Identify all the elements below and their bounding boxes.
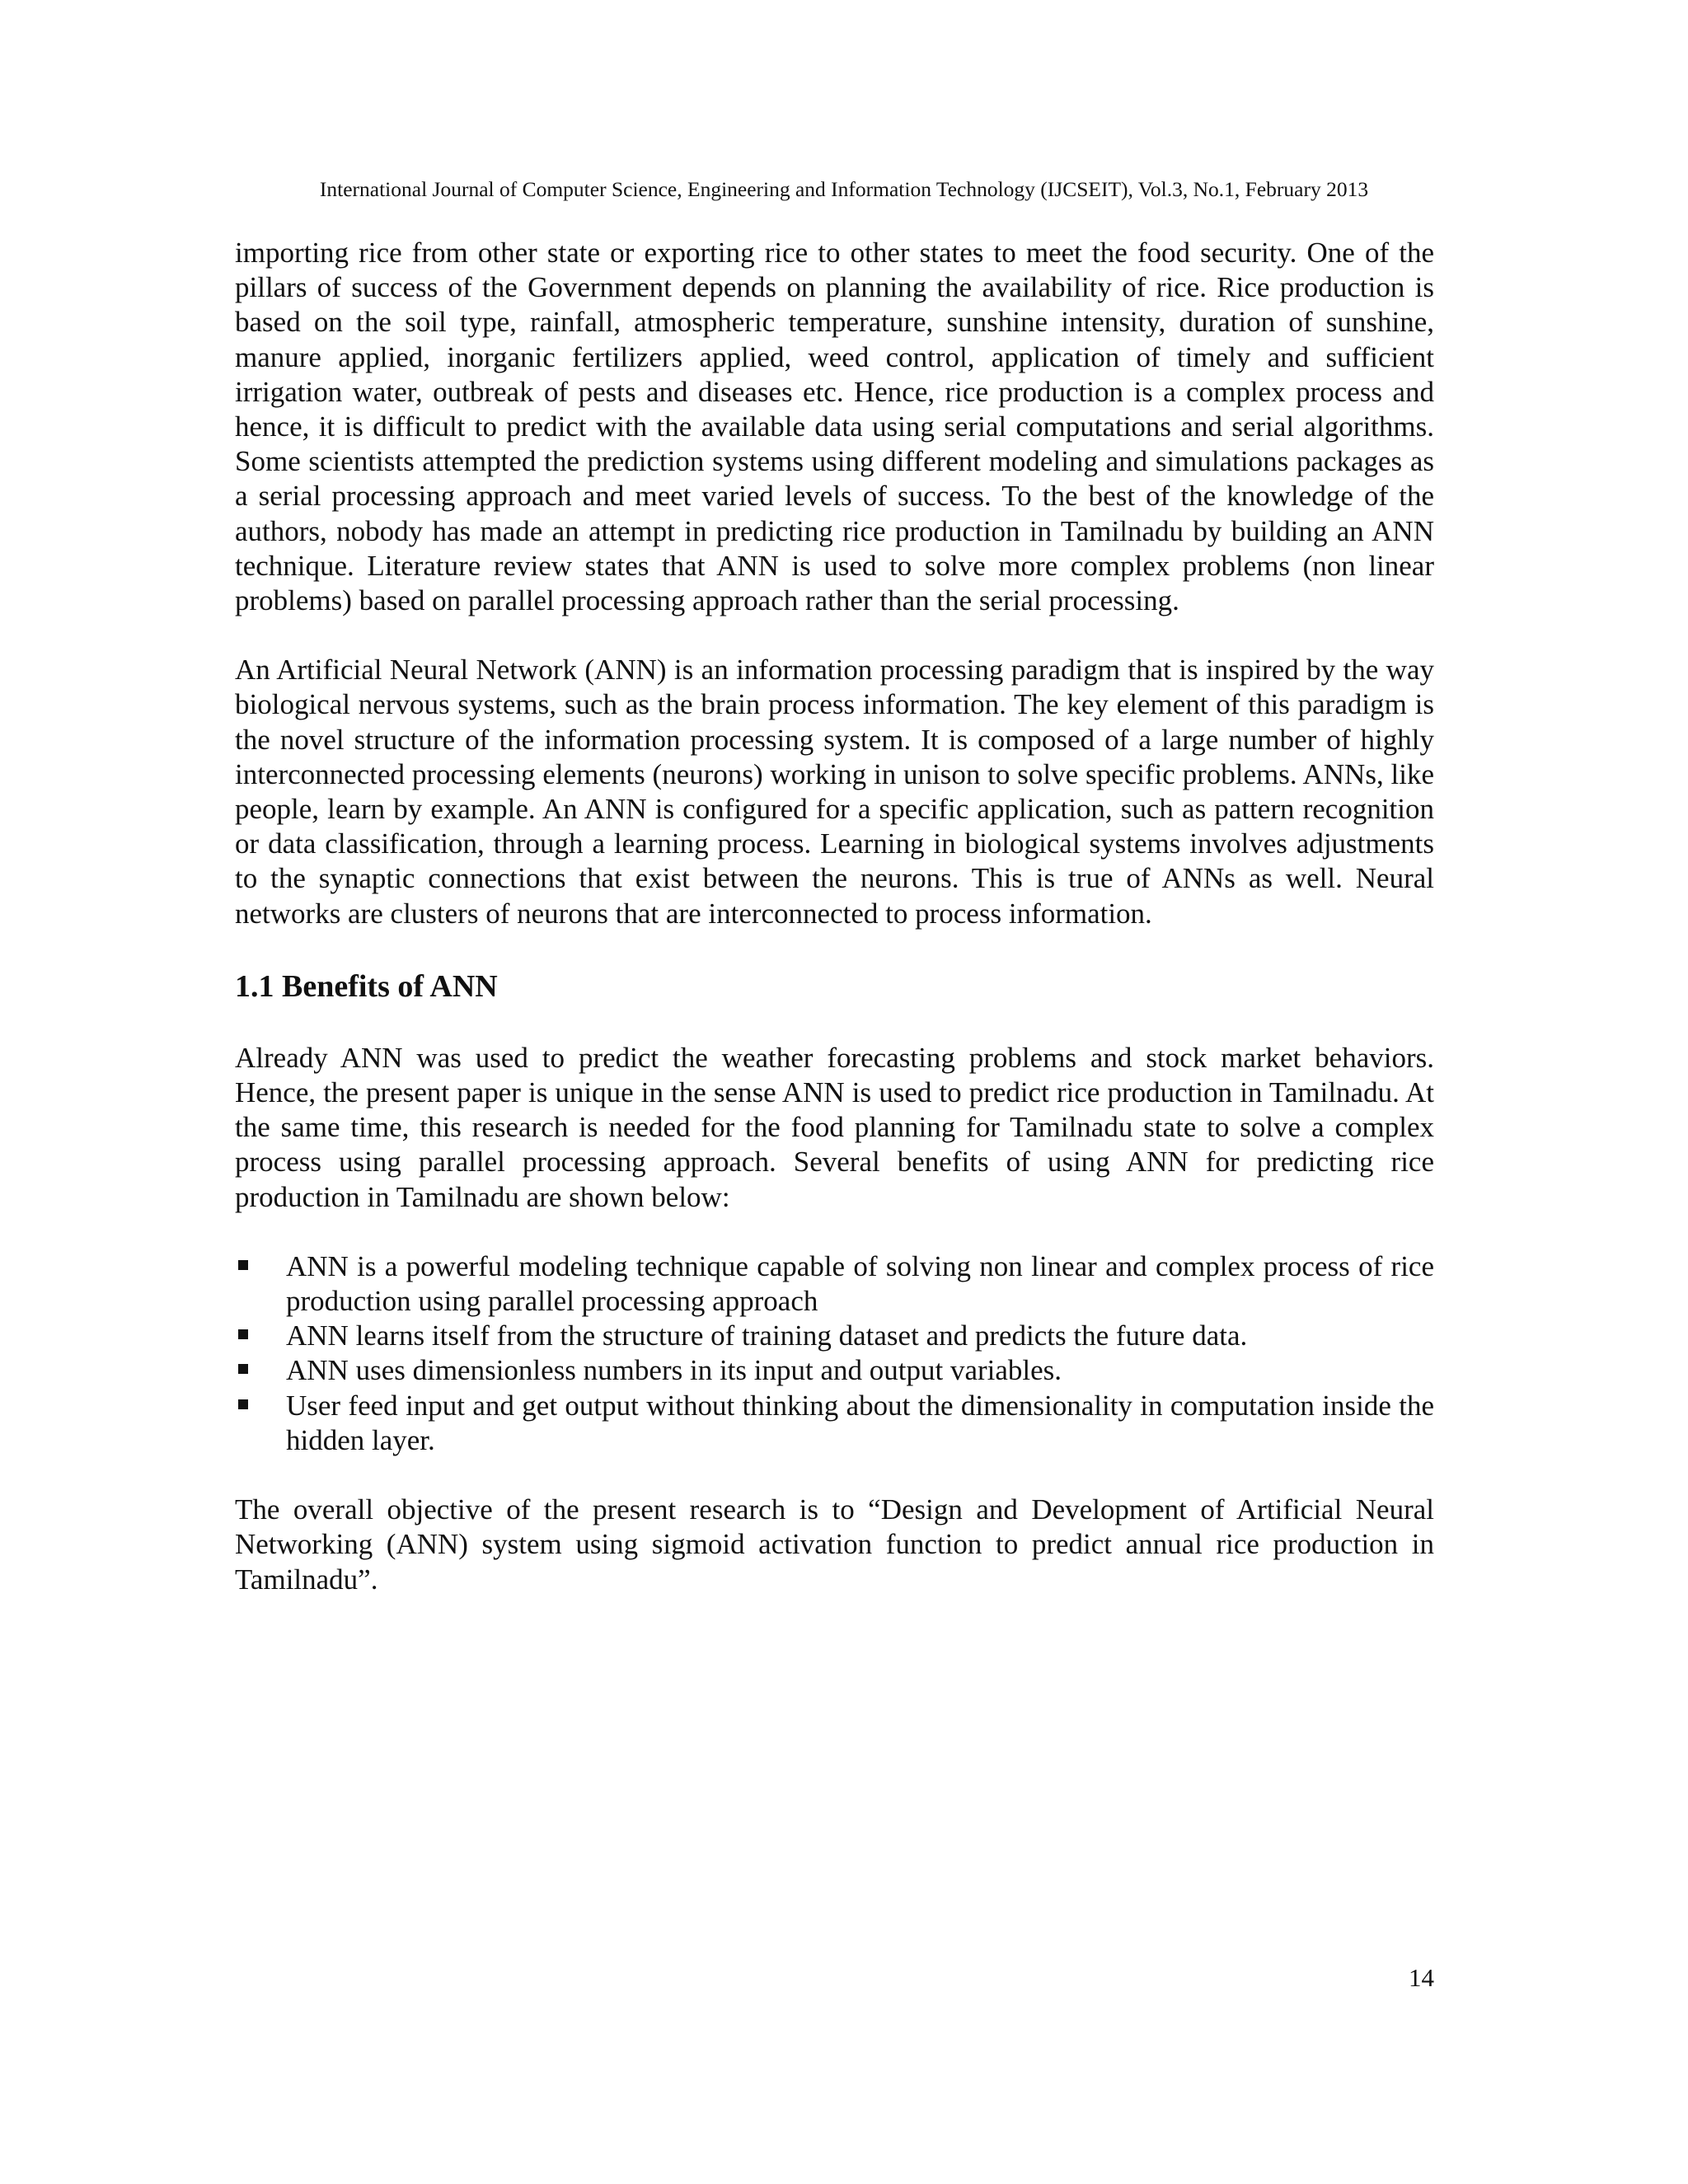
list-item-text: User feed input and get output without thinking about the dimensionality in computation inside the hidden layer. [286, 1389, 1434, 1456]
benefits-list [235, 1249, 1434, 1458]
square-bullet-icon [238, 1260, 248, 1270]
list-item [235, 1389, 1434, 1458]
body-paragraph: importing rice from other state or exporting rice to other states to meet the food security. One of the pillars of success of the Government depends on planning the availability of rice. Rice production is based on the soil type, rainfall, atmospheric temperature, sunshine intensity, duration of sunshine, manure applied, inorganic fertilizers applied, weed control, application of timely and sufficient irrigation water, outbreak of pests and diseases etc. Hence, rice production is a complex process and hence, it is difficult to predict with the available data using serial computations and serial algorithms. Some scientists attempted the prediction systems using different modeling and simulations packages as a serial processing approach and meet varied levels of success. To the best of the knowledge of the authors, nobody has made an attempt in predicting rice production in Tamilnadu by building an ANN technique. Literature review states that ANN is used to solve more complex problems (non linear problems) based on parallel processing approach rather than the serial processing. [235, 237, 1434, 617]
body-paragraph: An Artificial Neural Network (ANN) is an information processing paradigm that is inspired by the way biological nervous systems, such as the brain process information. The key element of this paradigm is the novel structure of the information processing system. It is composed of a large number of highly interconnected processing elements (neurons) working in unison to solve specific problems. ANNs, like people, learn by example. An ANN is configured for a specific application, such as pattern recognition or data classification, through a learning process. Learning in biological systems involves adjustments to the synaptic connections that exist between the neurons. This is true of ANNs as well. Neural networks are clusters of neurons that are interconnected to process information. [235, 654, 1434, 930]
running-header: International Journal of Computer Science, Engineering and Information Technology (IJCSEIT), Vol.3, No.1, February 2013 [319, 177, 1369, 201]
section-heading: 1.1 Benefits of ANN [235, 968, 498, 1004]
square-bullet-icon [238, 1399, 248, 1409]
list-item-text: ANN is a powerful modeling technique capable of solving non linear and complex process of rice production using parallel processing approach [286, 1249, 1434, 1318]
list-item-text: ANN uses dimensionless numbers in its input and output variables. [286, 1354, 1062, 1387]
body-paragraph: Already ANN was used to predict the weather forecasting problems and stock market behaviors. Hence, the present paper is unique in the sense ANN is used to predict rice production in Tamilnadu. At the same time, this research is needed for the food planning for Tamilnadu state to solve a complex process using parallel processing approach. Several benefits of using ANN for predicting rice production in Tamilnadu are shown below: [235, 1041, 1434, 1213]
square-bullet-icon [238, 1364, 248, 1374]
list-item [235, 1353, 1434, 1388]
page-number: 14 [1409, 1963, 1434, 1992]
body-paragraph: The overall objective of the present research is to “Design and Development of Artificial Neural Networking (ANN) system using sigmoid activation function to predict annual rice production in Tamilnadu”. [235, 1493, 1434, 1596]
list-item-text: ANN learns itself from the structure of training dataset and predicts the future data. [286, 1319, 1248, 1352]
list-item [235, 1319, 1434, 1353]
list-item [235, 1249, 1434, 1319]
square-bullet-icon [238, 1329, 248, 1339]
page-body [235, 236, 1434, 1597]
